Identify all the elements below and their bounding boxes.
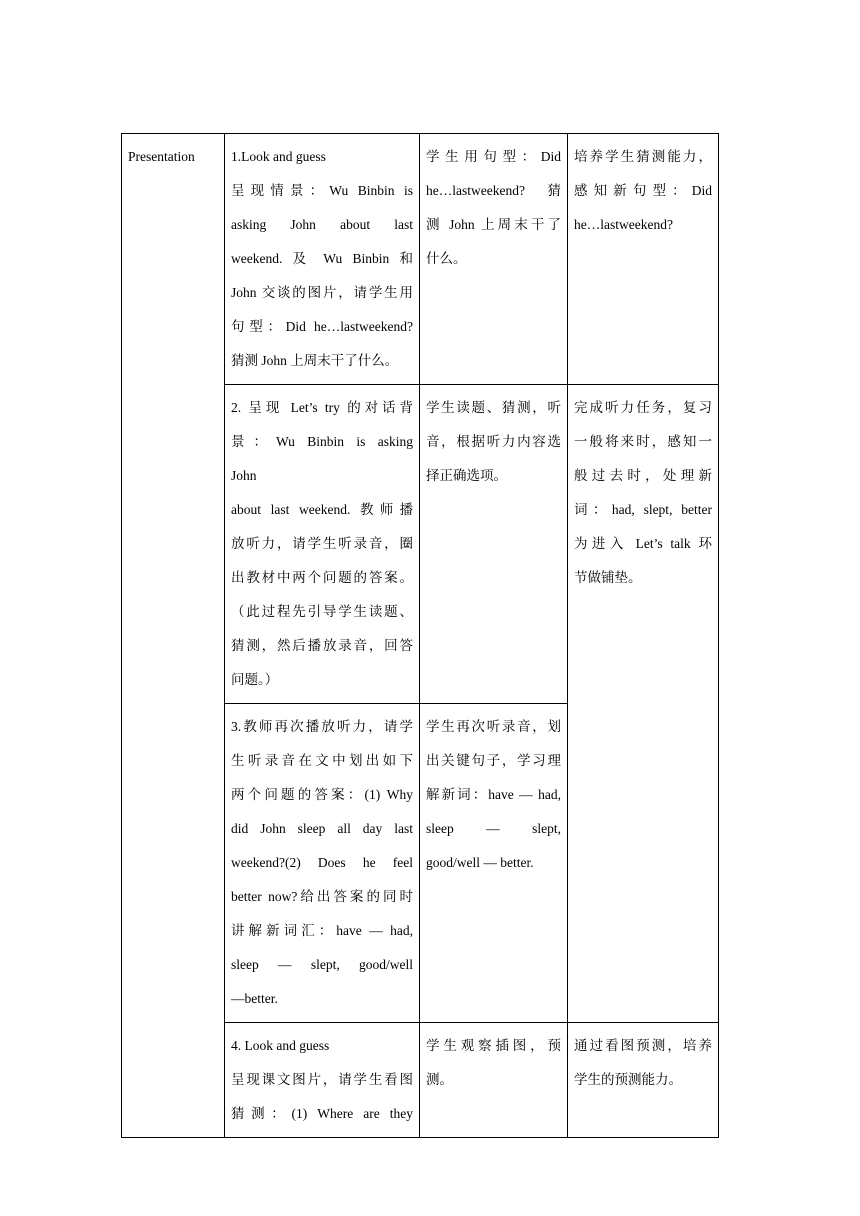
teacher-activity-cell bbox=[225, 385, 420, 704]
table-row bbox=[122, 134, 719, 385]
text-line: 出关键句子，学习理 bbox=[426, 753, 561, 768]
text-line: （此过程先引导学生读题、 bbox=[231, 604, 413, 619]
text-line: 测 John 上周末干了 bbox=[426, 217, 561, 232]
teacher-activity-cell bbox=[225, 1023, 420, 1138]
text-line: 感知新句型：Did bbox=[574, 183, 712, 198]
purpose-cell bbox=[568, 385, 719, 1023]
text-line: weekend?(2) Does he feel bbox=[231, 855, 413, 870]
text-line: 学生读题、猜测，听 bbox=[426, 400, 561, 415]
text-line: weekend. 及 Wu Binbin 和 bbox=[231, 251, 413, 266]
text-line: 培养学生猜测能力， bbox=[574, 149, 712, 164]
text-line: 学生的预测能力。 bbox=[574, 1072, 682, 1087]
lesson-plan-table bbox=[121, 133, 719, 1138]
stage-cell bbox=[122, 134, 225, 1138]
text-line: 放听力，请学生听录音，圈 bbox=[231, 536, 413, 551]
text-line: 学生用句型：Did bbox=[426, 149, 561, 164]
text-line: 什么。 bbox=[426, 251, 467, 266]
text-line: 问题。） bbox=[231, 672, 279, 687]
text-line: 完成听力任务，复习 bbox=[574, 400, 712, 415]
student-activity-cell bbox=[420, 1023, 568, 1138]
text-line: 词：had, slept, better bbox=[574, 502, 712, 517]
text-line: good/well — better. bbox=[426, 855, 534, 870]
text-line: 景：Wu Binbin is asking bbox=[231, 434, 413, 449]
teacher-activity-cell bbox=[225, 134, 420, 385]
purpose-cell bbox=[568, 134, 719, 385]
text-line: 句型：Did he…lastweekend? bbox=[231, 319, 413, 334]
text-line: 4. Look and guess bbox=[231, 1038, 330, 1053]
text-line: 音，根据听力内容选 bbox=[426, 434, 561, 449]
student-activity-cell bbox=[420, 385, 568, 704]
student-activity-cell bbox=[420, 134, 568, 385]
text-line: 两个问题的答案：(1) Why bbox=[231, 787, 413, 802]
text-line: he…lastweekend? bbox=[574, 217, 673, 232]
purpose-cell bbox=[568, 1023, 719, 1138]
text-line: 猜测：(1) Where are they bbox=[231, 1106, 413, 1121]
text-line: 节做铺垫。 bbox=[574, 570, 642, 585]
text-line: 学生再次听录音，划 bbox=[426, 719, 561, 734]
text-line: he…lastweekend? 猜 bbox=[426, 183, 561, 198]
text-line: 为进入 Let’s talk 环 bbox=[574, 536, 712, 551]
text-line: sleep — slept, good/well bbox=[231, 957, 413, 972]
text-line: 呈现情景：Wu Binbin is bbox=[231, 183, 413, 198]
text-line: 般过去时，处理新 bbox=[574, 468, 712, 483]
text-line: 2. 呈现 Let’s try 的对话背 bbox=[231, 400, 413, 415]
text-line: 1.Look and guess bbox=[231, 149, 326, 164]
text-line: better now?给出答案的同时 bbox=[231, 889, 413, 904]
text-line: 学生观察插图，预 bbox=[426, 1038, 561, 1053]
text-line: asking John about last bbox=[231, 217, 413, 232]
teacher-activity-cell bbox=[225, 704, 420, 1023]
text-line: 择正确选项。 bbox=[426, 468, 507, 483]
text-line: sleep — slept, bbox=[426, 821, 561, 836]
text-line: 猜测 John 上周末干了什么。 bbox=[231, 353, 399, 368]
text-line: 出教材中两个问题的答案。 bbox=[231, 570, 413, 585]
text-line: 讲解新词汇：have — had, bbox=[231, 923, 413, 938]
text-line: 一般将来时，感知一 bbox=[574, 434, 712, 449]
text-line: 解新词：have — had, bbox=[426, 787, 561, 802]
text-line: John 交谈的图片，请学生用 bbox=[231, 285, 413, 300]
text-line: John bbox=[231, 468, 257, 483]
stage-label: Presentation bbox=[128, 149, 195, 164]
text-line: 猜测，然后播放录音，回答 bbox=[231, 638, 413, 653]
student-activity-cell bbox=[420, 704, 568, 1023]
text-line: did John sleep all day last bbox=[231, 821, 413, 836]
text-line: 测。 bbox=[426, 1072, 453, 1087]
text-line: 3.教师再次播放听力，请学 bbox=[231, 719, 413, 734]
text-line: 通过看图预测，培养 bbox=[574, 1038, 712, 1053]
text-line: 生听录音在文中划出如下 bbox=[231, 753, 413, 768]
text-line: about last weekend. 教师播 bbox=[231, 502, 413, 517]
text-line: —better. bbox=[231, 991, 278, 1006]
text-line: 呈现课文图片，请学生看图 bbox=[231, 1072, 413, 1087]
